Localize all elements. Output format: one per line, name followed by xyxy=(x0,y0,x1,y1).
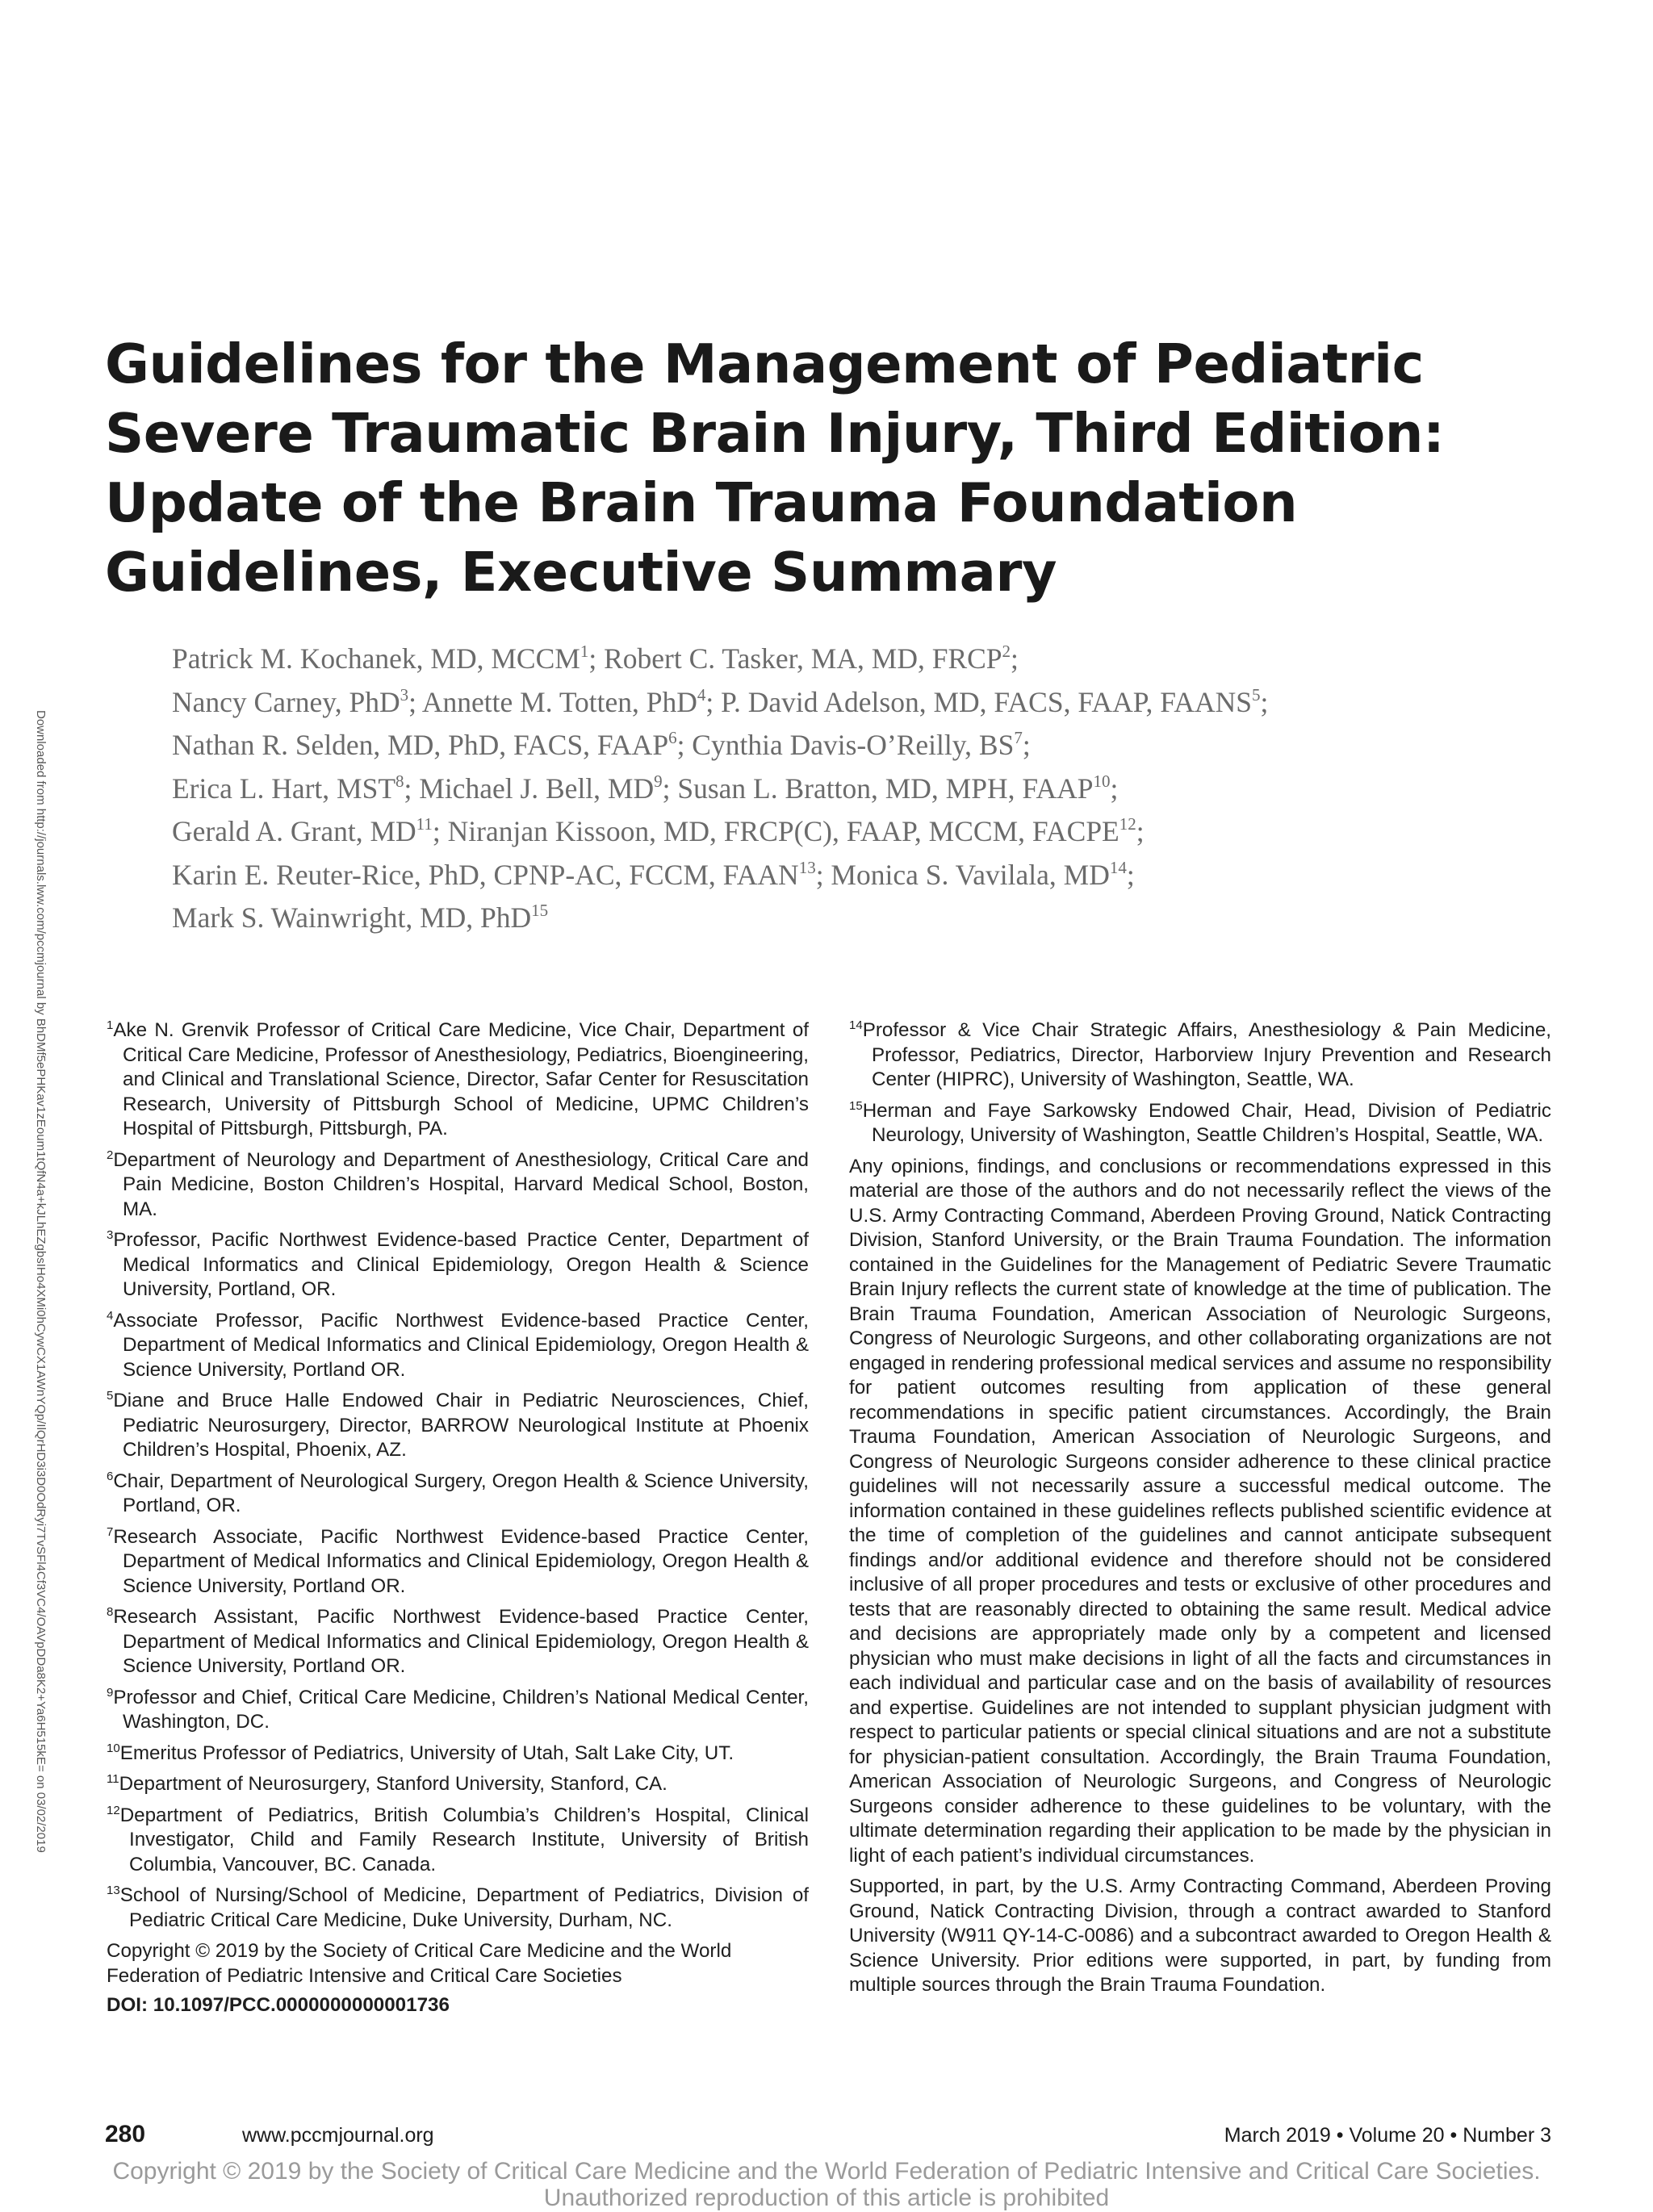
title-line: Severe Traumatic Brain Injury, Third Edition: xyxy=(105,402,1445,465)
journal-url[interactable]: www.pccmjournal.org xyxy=(242,2124,434,2147)
affiliation-superscript: 4 xyxy=(697,684,706,705)
author-line xyxy=(172,810,1576,854)
affiliation-superscript: 9 xyxy=(654,771,663,791)
affiliation-item xyxy=(107,1804,809,1878)
affiliation-text: Herman and Faye Sarkowsky Endowed Chair, Head, Division of Pediatric Neurology, University of Washington, Seattle Children’s Hospital, Seattle, WA. xyxy=(862,1099,1551,1146)
author-name: ; Annette M. Totten, PhD xyxy=(408,685,697,718)
copyright-notice-line: Unauthorized reproduction of this article is prohibited xyxy=(543,2185,1110,2211)
doi-link[interactable]: DOI: 10.1097/PCC.0000000000001736 xyxy=(107,1994,450,2016)
affiliation-item xyxy=(107,1018,809,1142)
affiliation-item xyxy=(107,1148,809,1223)
affiliation-superscript: 6 xyxy=(668,728,677,747)
affiliation-superscript: 12 xyxy=(1119,814,1136,834)
affiliation-superscript: 15 xyxy=(531,901,549,920)
affiliation-item xyxy=(107,1884,809,1933)
affiliation-number: 12 xyxy=(107,1803,120,1817)
affiliation-number: 1 xyxy=(107,1018,114,1032)
title-line: Guidelines for the Management of Pediatric xyxy=(105,332,1424,395)
affiliation-superscript: 8 xyxy=(395,771,404,791)
affiliation-text: Chair, Department of Neurological Surgery, Oregon Health & Science University, Portland, OR. xyxy=(113,1470,809,1516)
affiliations-right xyxy=(849,1018,1551,1148)
author-name: Patrick M. Kochanek, MD, MCCM xyxy=(172,642,580,675)
affiliation-item xyxy=(107,1309,809,1383)
affiliation-item xyxy=(849,1099,1551,1148)
affiliation-number: 13 xyxy=(107,1884,120,1897)
funding-paragraph: Supported, in part, by the U.S. Army Contracting Command, Aberdeen Proving Ground, Natick Contracting Division, through a contract awarded to Stanford University (W911 QY-14-C-0086) and a subcontract awarded to Oregon Health & Science University. Prior editions were supported, in part, by funding from multiple sources through the Brain Trauma Foundation. xyxy=(849,1875,1551,1996)
article-title xyxy=(105,329,1525,607)
affiliation-number: 6 xyxy=(107,1469,114,1483)
affiliations-left xyxy=(107,1018,809,1933)
affiliation-text: Department of Neurosurgery, Stanford University, Stanford, CA. xyxy=(119,1773,667,1795)
affiliation-item xyxy=(849,1018,1551,1093)
affiliation-text: Research Associate, Pacific Northwest Evidence-based Practice Center, Department of Medical Informatics and Clinical Epidemiology, Oregon Health & Science University, Portland OR. xyxy=(113,1525,809,1597)
affiliation-number: 14 xyxy=(849,1018,863,1032)
author-line xyxy=(172,897,1576,940)
affiliation-item xyxy=(107,1470,809,1519)
affiliation-superscript: 7 xyxy=(1014,728,1023,747)
author-name: Karin E. Reuter-Rice, PhD, CPNP-AC, FCCM, FAAN xyxy=(172,858,799,891)
author-list xyxy=(172,638,1576,940)
affiliation-text: Department of Neurology and Department of Anesthesiology, Critical Care and Pain Medicine, Boston Children’s Hospital, Harvard Medical School, Boston, MA. xyxy=(113,1148,809,1220)
affiliation-number: 3 xyxy=(107,1228,114,1242)
affiliation-superscript: 1 xyxy=(580,642,589,661)
author-name: ; P. David Adelson, MD, FACS, FAAP, FAANS xyxy=(705,685,1253,718)
author-name: ; xyxy=(1126,858,1135,891)
affiliation-number: 9 xyxy=(107,1685,114,1700)
affiliation-item xyxy=(107,1605,809,1679)
affiliation-item xyxy=(107,1772,809,1797)
affiliation-text: Professor and Chief, Critical Care Medicine, Children’s National Medical Center, Washington, DC. xyxy=(113,1686,809,1733)
affiliation-number: 10 xyxy=(107,1741,120,1755)
affiliation-superscript: 10 xyxy=(1093,771,1111,791)
affiliation-superscript: 14 xyxy=(1109,857,1127,877)
affiliation-number: 5 xyxy=(107,1389,114,1403)
affiliation-superscript: 5 xyxy=(1252,684,1261,705)
author-name: ; Cynthia Davis-O’Reilly, BS xyxy=(676,729,1015,761)
affiliation-text: School of Nursing/School of Medicine, Department of Pediatrics, Division of Pediatric Critical Care Medicine, Duke University, Durham, NC. xyxy=(119,1884,809,1931)
affiliation-item xyxy=(107,1686,809,1735)
affiliation-number: 2 xyxy=(107,1148,114,1162)
author-name: ; xyxy=(1011,642,1019,675)
affiliation-item xyxy=(107,1742,809,1767)
affiliation-text: Ake N. Grenvik Professor of Critical Care Medicine, Vice Chair, Department of Critical Care Medicine, Professor of Anesthesiology, Pediatrics, Bioengineering, and Clinical and Translational Science, Director, Safar Center for Resuscitation Research, University of Pittsburgh School of Medicine, UPMC Children’s Hospital of Pittsburgh, Pittsburgh, PA. xyxy=(113,1019,809,1139)
author-name: Erica L. Hart, MST xyxy=(172,771,396,805)
author-name: Nancy Carney, PhD xyxy=(172,685,400,718)
author-name: ; Niranjan Kissoon, MD, FRCP(C), FAAP, MCCM, FACPE xyxy=(432,815,1119,847)
author-name: ; xyxy=(1110,771,1119,805)
author-line xyxy=(172,767,1576,811)
affiliation-text: Department of Pediatrics, British Columbia’s Children’s Hospital, Clinical Investigator, Child and Family Research Institute, University of British Columbia, Vancouver, BC. Canada. xyxy=(119,1804,809,1875)
author-name: ; Susan L. Bratton, MD, MPH, FAAP xyxy=(662,771,1094,805)
title-line: Guidelines, Executive Summary xyxy=(105,541,1057,604)
author-name: ; Robert C. Tasker, MA, MD, FRCP xyxy=(588,642,1002,675)
affiliation-text: Professor, Pacific Northwest Evidence-based Practice Center, Department of Medical Informatics and Clinical Epidemiology, Oregon Health & Science University, Portland, OR. xyxy=(113,1229,809,1300)
page-number: 280 xyxy=(105,2121,146,2147)
affiliation-number: 7 xyxy=(107,1524,114,1539)
author-name: Gerald A. Grant, MD xyxy=(172,815,416,847)
affiliation-text: Associate Professor, Pacific Northwest Evidence-based Practice Center, Department of Medical Informatics and Clinical Epidemiology, Oregon Health & Science University, Portland OR. xyxy=(113,1309,809,1381)
author-name: ; Monica S. Vavilala, MD xyxy=(815,858,1110,891)
author-line xyxy=(172,638,1576,681)
affiliation-text: Research Assistant, Pacific Northwest Evidence-based Practice Center, Department of Medical Informatics and Clinical Epidemiology, Oregon Health & Science University, Portland OR. xyxy=(113,1606,809,1677)
affiliation-number: 11 xyxy=(107,1772,119,1786)
affiliation-superscript: 13 xyxy=(798,857,816,877)
affiliation-superscript: 2 xyxy=(1002,642,1011,661)
affiliation-number: 4 xyxy=(107,1308,114,1323)
copyright-notice xyxy=(0,2158,1653,2211)
copyright-notice-line: Copyright © 2019 by the Society of Critical Care Medicine and the World Federation of Pediatric Intensive and Critical Care Societies. xyxy=(112,2158,1541,2185)
download-watermark: Downloaded from http://journals.lww.com/pccmjournal by BhDMf5ePHKav1zEoum1tQfN4a+kJLhEZgbsIHo4XMi0hCywCX1AWnYQp/IlQrHD3i3D0OdRyi7TvSFl4Cf3VC4/OAVpDDa8K2+Ya6H515kE= on 03/02/2019 xyxy=(34,710,48,1853)
title-line: Update of the Brain Trauma Foundation xyxy=(105,471,1298,534)
affiliation-item xyxy=(107,1389,809,1463)
author-name: Nathan R. Selden, MD, PhD, FACS, FAAP xyxy=(172,729,669,761)
affiliation-number: 8 xyxy=(107,1605,114,1619)
left-column xyxy=(107,1018,809,2018)
disclaimer-paragraph: Any opinions, findings, and conclusions or recommendations expressed in this material are those of the authors and do not necessarily reflect the views of the U.S. Army Contracting Command, Aberdeen Proving Ground, Natick Contracting Division, Stanford University, or the Brain Trauma Foundation. The information contained in the Guidelines for the Management of Pediatric Severe Traumatic Brain Injury reflects the current state of knowledge at the time of publication. The Brain Trauma Foundation, American Association of Neurologic Surgeons, Congress of Neurologic Surgeons, and other collaborating organizations are not engaged in rendering professional medical services and assume no responsibility for patient outcomes resulting from application of these general recommendations in specific patient circumstances. Accordingly, the Brain Trauma Foundation, American Association of Neurologic Surgeons, and Congress of Neurologic Surgeons consider adherence to these clinical practice guidelines will not necessarily assure a successful medical outcome. The information contained in these guidelines reflects published scientific evidence at the time of completion of the guidelines and cannot anticipate subsequent findings and/or additional evidence and therefore should not be considered inclusive of all proper procedures and tests or exclusive of other procedures and tests that are reasonably directed to obtaining the same result. Medical advice and decisions are appropriately made only by a competent and licensed physician who must make decisions in light of all the facts and circumstances in each individual and particular case and on the basis of availability of resources and expertise. Guidelines are not intended to supplant physician judgment with respect to particular patients or special clinical situations and are not a substitute for physician-patient consultation. Accordingly, the Brain Trauma Foundation, American Association of Neurologic Surgeons, and Congress of Neurologic Surgeons consider adherence to these guidelines to be voluntary, with the ultimate determination regarding their application to be made by the physician in light of each patient’s individual circumstances. xyxy=(849,1155,1551,1867)
author-name: ; Michael J. Bell, MD xyxy=(404,771,655,805)
affiliation-superscript: 3 xyxy=(400,684,409,705)
author-name: ; xyxy=(1260,685,1269,718)
affiliation-text: Emeritus Professor of Pediatrics, University of Utah, Salt Lake City, UT. xyxy=(119,1742,734,1764)
affiliation-superscript: 11 xyxy=(416,814,433,834)
author-name: Mark S. Wainwright, MD, PhD xyxy=(172,901,532,934)
author-line xyxy=(172,724,1576,767)
copyright-text: Copyright © 2019 by the Society of Critical Care Medicine and the World Federation of Pediatric Intensive and Critical Care Societies xyxy=(107,1940,732,1987)
affiliation-number: 15 xyxy=(849,1098,863,1113)
author-line xyxy=(172,854,1576,897)
affiliation-text: Professor & Vice Chair Strategic Affairs, Anesthesiology & Pain Medicine, Professor, Pediatrics, Director, Harborview Injury Prevention and Research Center (HIPRC), University of Washington, Seattle, WA. xyxy=(862,1019,1551,1090)
author-name: ; xyxy=(1022,729,1031,761)
issue-info: March 2019 • Volume 20 • Number 3 xyxy=(1224,2124,1551,2147)
author-line xyxy=(172,681,1576,725)
affiliation-item xyxy=(107,1525,809,1599)
affiliation-item xyxy=(107,1228,809,1303)
right-column xyxy=(849,1018,1551,2005)
author-name: ; xyxy=(1136,815,1145,847)
affiliation-text: Diane and Bruce Halle Endowed Chair in Pediatric Neurosciences, Chief, Pediatric Neurosurgery, Director, BARROW Neurological Institute at Phoenix Children’s Hospital, Phoenix, AZ. xyxy=(113,1390,809,1461)
